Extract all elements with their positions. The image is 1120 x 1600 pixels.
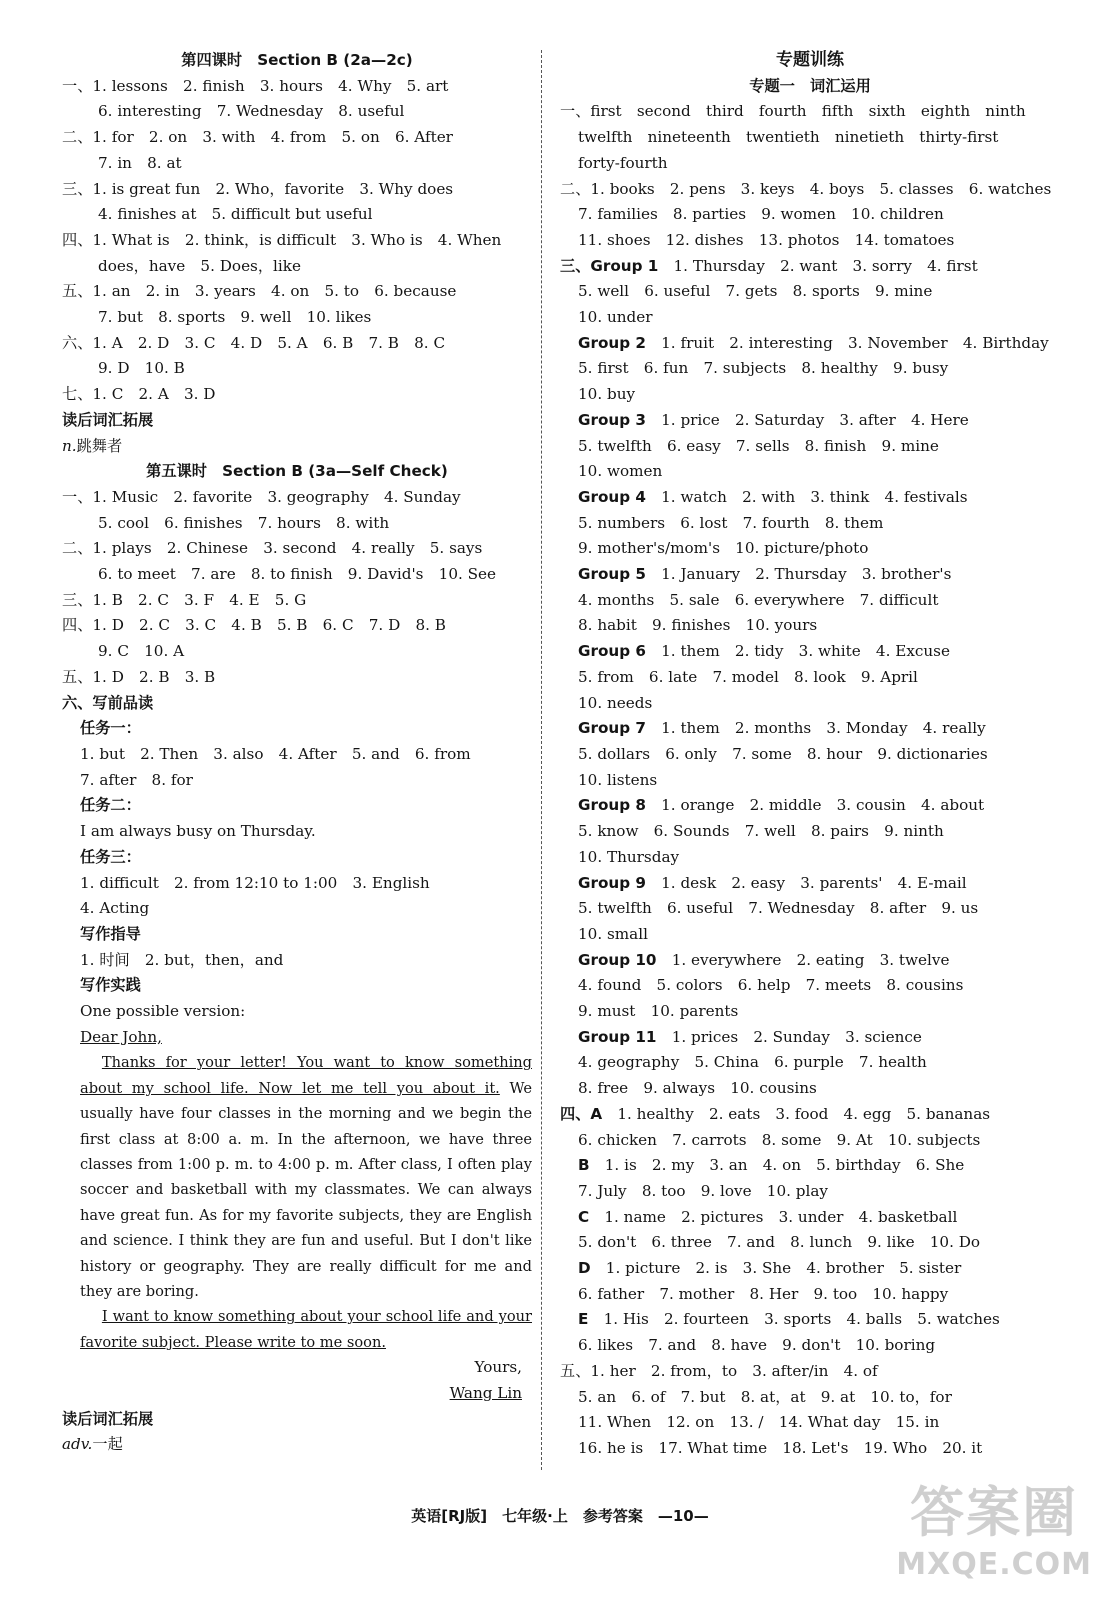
answer-text: 10. listens	[578, 770, 658, 789]
answer-text: 1. prices 2. Sunday 3. science	[656, 1027, 922, 1046]
answer-text: 9. must 10. parents	[578, 1002, 739, 1021]
answer-text: 1. orange 2. middle 3. cousin 4. about	[645, 796, 985, 815]
answer-line	[560, 125, 1060, 151]
practice-heading: 写作实践	[80, 976, 141, 995]
answer-line	[560, 742, 1060, 768]
column-divider	[541, 50, 542, 1470]
answer-text: 1. is 2. my 3. an 4. on 5. birthday 6. She	[589, 1156, 965, 1175]
letter-underlined-text: I want to know something about your school life and your favorite subject. Please write to me soon.	[80, 1308, 532, 1351]
answer-line	[560, 613, 1060, 639]
watermark-logo	[896, 1470, 1092, 1582]
answer-line: 二、1. for 2. on 3. with 4. from 5. on 6. After	[62, 128, 453, 147]
answer-line	[560, 1256, 1060, 1282]
answer-text: 4. geography 5. China 6. purple 7. health	[578, 1053, 927, 1072]
answer-line: 三、1. B 2. C 3. F 4. E 5. G	[62, 590, 307, 609]
version-label: One possible version:	[80, 1002, 246, 1021]
answer-line	[560, 588, 1060, 614]
answer-text: 五、1. her 2. from，to 3. after/in 4. of	[560, 1361, 878, 1380]
letter-signature: Wang Lin	[449, 1384, 522, 1402]
answer-line: 七、1. C 2. A 3. D	[62, 385, 216, 404]
answer-line	[560, 1153, 1060, 1179]
answer-text: 5. an 6. of 7. but 8. at，at 9. at 10. to，for	[578, 1387, 952, 1406]
left-column	[62, 48, 532, 1458]
answer-text: 6. father 7. mother 8. Her 9. too 10. happy	[578, 1284, 949, 1303]
group-label: Group 6	[578, 642, 646, 661]
answer-line: 三、1. is great fun 2. Who，favorite 3. Why does	[62, 179, 454, 198]
group-label: B	[578, 1156, 590, 1175]
answer-line	[560, 356, 1060, 382]
task3-answer-line: 1. difficult 2. from 12:10 to 1:00 3. English	[80, 873, 430, 892]
answer-line	[560, 99, 1060, 125]
letter-paragraph	[62, 1304, 532, 1355]
answer-line	[560, 1436, 1060, 1462]
answer-line	[560, 254, 1060, 280]
right-column	[560, 48, 1060, 1462]
lesson4-vocab-heading: 读后词汇拓展	[62, 410, 154, 429]
letter-body-text: We usually have four classes in the morning and we begin the first class at 8:00 a. m. In the afternoon, we have three classes from 1:00 p. m. to 4:00 p. m. After class, I often play soccer and basketball with my classmates. We can always have great fun. As for my favorite subjects, they are English and science. I think they are fun and useful. But I don't like history or geography. They are really difficult for me and they are boring.	[80, 1079, 532, 1301]
answer-line: 7. but 8. sports 9. well 10. likes	[98, 308, 372, 327]
answer-line	[560, 331, 1060, 357]
task2-answer: I am always busy on Thursday.	[80, 822, 316, 841]
vocab-meaning: 跳舞者	[76, 436, 123, 455]
answer-line	[560, 1385, 1060, 1411]
answer-line	[560, 922, 1060, 948]
answer-text: 1. fruit 2. interesting 3. November 4. Birthday	[645, 333, 1049, 352]
answer-text: 1. picture 2. is 3. She 4. brother 5. sister	[590, 1259, 962, 1278]
answer-line	[560, 1025, 1060, 1051]
answer-text: 5. dollars 6. only 7. some 8. hour 9. dictionaries	[578, 744, 988, 763]
answer-line	[560, 973, 1060, 999]
answer-text: 10. under	[578, 308, 653, 327]
group-label: 四、A	[560, 1104, 603, 1123]
answer-text: 1. price 2. Saturday 3. after 4. Here	[645, 410, 969, 429]
answer-line: 一、1. Music 2. favorite 3. geography 4. Sunday	[62, 487, 461, 506]
answer-line	[560, 1102, 1060, 1128]
answer-line	[560, 151, 1060, 177]
lesson4-title: 第四课时 Section B (2a—2c)	[181, 51, 413, 69]
group-label: Group 9	[578, 873, 646, 892]
answer-text: 10. women	[578, 462, 663, 481]
answer-line	[560, 1179, 1060, 1205]
group-label: Group 7	[578, 719, 646, 738]
group-label: Group 4	[578, 487, 646, 506]
answer-line	[560, 536, 1060, 562]
answer-line	[560, 1076, 1060, 1102]
answer-line	[560, 434, 1060, 460]
answer-line: does，have 5. Does，like	[98, 256, 301, 275]
answer-text: 1. healthy 2. eats 3. food 4. egg 5. bananas	[602, 1104, 991, 1123]
page-footer: 英语[RJ版] 七年级·上 参考答案 —10—	[411, 1507, 709, 1525]
guide-heading: 写作指导	[80, 924, 141, 943]
section-subtitle: 专题一 词汇运用	[749, 76, 871, 95]
answer-text: 8. habit 9. finishes 10. yours	[578, 616, 818, 635]
answer-line	[560, 228, 1060, 254]
answer-text: 8. free 9. always 10. cousins	[578, 1079, 817, 1098]
vocab-practice-answers	[560, 99, 1060, 1461]
answer-text: 9. mother's/mom's 10. picture/photo	[578, 539, 869, 558]
answer-text: 6. chicken 7. carrots 8. some 9. At 10. subjects	[578, 1130, 981, 1149]
task1-label: 任务一：	[80, 719, 141, 738]
prewrite-heading: 六、写前品读	[62, 693, 154, 712]
answer-line	[560, 485, 1060, 511]
answer-line	[560, 948, 1060, 974]
answer-text: 5. from 6. late 7. model 8. look 9. April	[578, 667, 918, 686]
answer-line	[560, 1128, 1060, 1154]
answer-line: 六、1. A 2. D 3. C 4. D 5. A 6. B 7. B 8. C	[62, 333, 446, 352]
task1-answer-line: 1. but 2. Then 3. also 4. After 5. and 6. from	[80, 744, 471, 763]
answer-line	[560, 871, 1060, 897]
pos-tag: n.	[62, 436, 77, 455]
answer-text: 7. families 8. parties 9. women 10. children	[578, 205, 944, 224]
answer-line	[560, 896, 1060, 922]
lesson5-vocab-heading: 读后词汇拓展	[62, 1409, 154, 1428]
answer-text: 4. months 5. sale 6. everywhere 7. difficult	[578, 590, 939, 609]
answer-line: 一、1. lessons 2. finish 3. hours 4. Why 5. art	[62, 76, 449, 95]
answer-line: 4. finishes at 5. difficult but useful	[98, 205, 373, 224]
answer-line	[560, 279, 1060, 305]
group-label: Group 10	[578, 950, 657, 969]
task3-answer-line: 4. Acting	[80, 899, 150, 918]
answer-text: 5. don't 6. three 7. and 8. lunch 9. like 10. Do	[578, 1233, 981, 1252]
answer-text: 16. he is 17. What time 18. Let's 19. Who 20. it	[578, 1438, 983, 1457]
task3-label: 任务三：	[80, 847, 141, 866]
section-title: 专题训练	[776, 50, 844, 70]
answer-text: 5. first 6. fun 7. subjects 8. healthy 9. busy	[578, 359, 949, 378]
answer-line	[560, 562, 1060, 588]
group-label: Group 3	[578, 410, 646, 429]
answer-line	[560, 1410, 1060, 1436]
answer-line	[560, 1050, 1060, 1076]
lesson5-title: 第五课时 Section B (3a—Self Check)	[146, 462, 448, 481]
group-label: Group 11	[578, 1027, 657, 1046]
answer-text: 1. Thursday 2. want 3. sorry 4. first	[658, 256, 978, 275]
answer-line: 四、1. What is 2. think，is difficult 3. Who is 4. When	[62, 230, 502, 249]
answer-line	[560, 691, 1060, 717]
answer-line	[560, 305, 1060, 331]
group-label: Group 8	[578, 796, 646, 815]
answer-line	[560, 408, 1060, 434]
answer-text: 10. buy	[578, 385, 636, 404]
answer-text: 1. desk 2. easy 3. parents' 4. E-mail	[645, 873, 967, 892]
answer-text: 11. When 12. on 13. / 14. What day 15. in	[578, 1413, 940, 1432]
answer-text: 4. found 5. colors 6. help 7. meets 8. cousins	[578, 976, 964, 995]
answer-text: 7. July 8. too 9. love 10. play	[578, 1181, 828, 1200]
answer-line: 9. D 10. B	[98, 359, 185, 378]
answer-text: 1. January 2. Thursday 3. brother's	[645, 565, 952, 584]
answer-line	[560, 793, 1060, 819]
answer-text: 5. know 6. Sounds 7. well 8. pairs 9. ninth	[578, 822, 944, 841]
answer-line: 6. interesting 7. Wednesday 8. useful	[98, 102, 405, 121]
answer-line: 5. cool 6. finishes 7. hours 8. with	[98, 513, 390, 532]
answer-text: 1. name 2. pictures 3. under 4. basketball	[589, 1207, 958, 1226]
lesson4-answers	[62, 74, 532, 408]
lesson5-answers	[62, 485, 532, 691]
answer-text: 5. well 6. useful 7. gets 8. sports 9. mine	[578, 282, 933, 301]
answer-text: 5. twelfth 6. useful 7. Wednesday 8. after 9. us	[578, 899, 979, 918]
answer-text: 一、first second third fourth fifth sixth eighth ninth	[560, 102, 1026, 121]
answer-line	[560, 382, 1060, 408]
answer-text: 10. needs	[578, 693, 653, 712]
answer-line: 四、1. D 2. C 3. C 4. B 5. B 6. C 7. D 8. B	[62, 616, 446, 635]
group-label: 三、Group 1	[560, 256, 659, 275]
answer-line	[560, 202, 1060, 228]
answer-line	[560, 177, 1060, 203]
answer-line	[560, 1359, 1060, 1385]
answer-line	[560, 999, 1060, 1025]
watermark-cn: 答案圈	[910, 1481, 1079, 1544]
answer-line	[560, 716, 1060, 742]
answer-text: 1. them 2. months 3. Monday 4. really	[645, 719, 986, 738]
answer-line: 五、1. D 2. B 3. B	[62, 667, 216, 686]
answer-line	[560, 819, 1060, 845]
group-label: Group 2	[578, 333, 646, 352]
answer-line	[560, 768, 1060, 794]
answer-line	[560, 459, 1060, 485]
answer-text: 6. likes 7. and 8. have 9. don't 10. boring	[578, 1336, 936, 1355]
answer-line: 五、1. an 2. in 3. years 4. on 5. to 6. because	[62, 282, 457, 301]
answer-text: 1. watch 2. with 3. think 4. festivals	[645, 487, 968, 506]
answer-text: 1. His 2. fourteen 3. sports 4. balls 5. watches	[588, 1310, 1000, 1329]
letter-paragraph	[62, 1050, 532, 1304]
answer-line	[560, 1282, 1060, 1308]
answer-text: 5. numbers 6. lost 7. fourth 8. them	[578, 513, 884, 532]
letter-salutation: Dear John,	[80, 1027, 162, 1046]
vocab-meaning: 一起	[92, 1435, 123, 1454]
letter-underlined-text: Thanks for your letter! You want to know something about my school life. Now let me tell you about it.	[80, 1054, 532, 1097]
answer-line	[560, 1230, 1060, 1256]
answer-text: 10. Thursday	[578, 847, 680, 866]
group-label: E	[578, 1310, 589, 1329]
answer-line	[560, 1333, 1060, 1359]
task2-label: 任务二：	[80, 796, 141, 815]
pos-tag: adv.	[62, 1435, 93, 1454]
answer-line	[560, 1307, 1060, 1333]
group-label: D	[578, 1259, 591, 1278]
answer-line	[560, 1205, 1060, 1231]
answer-text: 二、1. books 2. pens 3. keys 4. boys 5. classes 6. watches	[560, 179, 1052, 198]
answer-text: 10. small	[578, 924, 648, 943]
answer-text: forty-fourth	[578, 153, 668, 172]
answer-line: 二、1. plays 2. Chinese 3. second 4. really 5. says	[62, 539, 483, 558]
letter-closing: Yours,	[474, 1358, 522, 1377]
watermark-url: MXQE.COM	[896, 1547, 1092, 1582]
lesson5-vocab-item	[62, 1432, 532, 1458]
answer-line	[560, 665, 1060, 691]
answer-text: 5. twelfth 6. easy 7. sells 8. finish 9. mine	[578, 436, 939, 455]
answer-line: 9. C 10. A	[98, 642, 185, 661]
group-label: C	[578, 1207, 590, 1226]
answer-text: 1. them 2. tidy 3. white 4. Excuse	[645, 642, 950, 661]
answer-text: 1. everywhere 2. eating 3. twelve	[656, 950, 950, 969]
guide-answer: 1. 时间 2. but，then，and	[80, 950, 284, 969]
answer-line	[560, 511, 1060, 537]
answer-line	[560, 639, 1060, 665]
answer-text: twelfth nineteenth twentieth ninetieth thirty-first	[578, 128, 999, 147]
group-label: Group 5	[578, 565, 646, 584]
answer-line	[560, 845, 1060, 871]
task1-answer-line: 7. after 8. for	[80, 770, 193, 789]
answer-line: 6. to meet 7. are 8. to finish 9. David's 10. See	[98, 565, 497, 584]
answer-text: 11. shoes 12. dishes 13. photos 14. tomatoes	[578, 230, 955, 249]
answer-line: 7. in 8. at	[98, 153, 182, 172]
lesson4-vocab-item	[62, 434, 532, 460]
